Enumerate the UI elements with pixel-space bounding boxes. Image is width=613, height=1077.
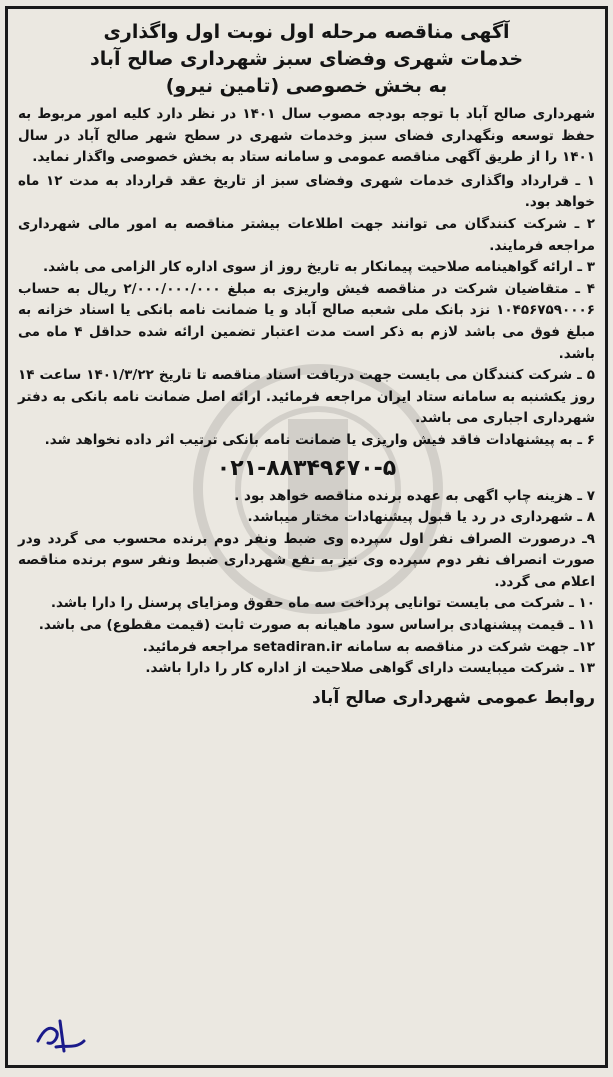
website-link[interactable]: setadiran.ir xyxy=(253,638,342,655)
title-line-1: آگهی مناقصه مرحله اول نوبت اول واگذاری xyxy=(103,21,510,43)
item-8: ۸ ـ شهرداری در رد یا قبول پیشنهادات مختار میباشد. xyxy=(247,509,595,526)
item-4: ۴ ـ متقاضیان شرکت در مناقصه فیش واریزی به مبلغ ۲/۰۰۰/۰۰۰/۰۰۰ ریال به حساب ۱۰۴۵۶۷۵۹۰۰۰۶ نزد بانک ملی شعبه صالح آباد و یا ضمانت نامه بانکی یا اسناد خزانه به مبلغ فوق می باشد لازم به ذکر است مدت اعتبار تضمین ارائه شده حداقل ۴ ماه می باشد. xyxy=(18,280,595,362)
item-12-prefix: ۱۲ـ جهت شرکت در مناقصه به سامانه xyxy=(346,638,595,655)
item-10: ۱۰ ـ شرکت می بایست توانایی پرداخت سه ماه حقوق ومزایای پرسنل را دارا باشد. xyxy=(50,595,595,612)
item-6: ۶ ـ به پیشنهادات فاقد فیش واریزی یا ضمانت نامه بانکی ترتیب اثر داده نخواهد شد. xyxy=(44,431,595,448)
item-12-suffix: مراجعه فرمائید. xyxy=(142,638,249,655)
item-13: ۱۳ ـ شرکت میبایست دارای گواهی صلاحیت از اداره کار را دارا باشد. xyxy=(145,660,595,677)
item-2: ۲ ـ شرکت کنندگان می توانند جهت اطلاعات بیشتر مناقصه به امور مالی شهرداری مراجعه فرمایند. xyxy=(18,215,595,254)
item-7: ۷ ـ هزینه چاپ اگهی به عهده برنده مناقصه خواهد بود . xyxy=(234,487,595,504)
phone-number: ۰۲۱-۸۸۳۴۹۶۷۰-۵ xyxy=(216,455,397,481)
item-11: ۱۱ ـ قیمت پیشنهادی براساس سود ماهیانه به صورت ثابت (قیمت مقطوع) می باشد. xyxy=(38,617,595,634)
ad-frame xyxy=(5,6,608,1068)
intro-paragraph: شهرداری صالح آباد با توجه بودجه مصوب سال ۱۴۰۱ در نظر دارد کلیه امور مربوط به حفظ توسعه ونگهداری فضای سبز وخدمات شهری در سطح شهر صالح آباد در سال ۱۴۰۱ را از طریق آگهی مناقصه عمومی و سامانه ستاد به بخش خصوصی واگذار نماید. xyxy=(18,106,595,166)
item-9: ۹ـ درصورت الصراف نفر اول سپرده وی ضبط ونفر دوم برنده محسوب می گردد ودر صورت انصراف نفر دوم سپرده وی نیز به نفع شهرداری ضبط ونفر سوم برنده مناقصه اعلام می گردد. xyxy=(18,530,595,590)
footer-publisher: روابط عمومی شهرداری صالح آباد xyxy=(311,687,595,708)
title-line-3: به بخش خصوصی (تامین نیرو) xyxy=(165,75,448,97)
item-1: ۱ ـ قرارداد واگذاری خدمات شهری وفضای سبز از تاریخ عقد قرارداد به مدت ۱۲ ماه خواهد بود. xyxy=(18,172,595,211)
item-3: ۳ ـ ارائه گواهینامه صلاحیت پیمانکار به تاریخ روز از سوی اداره کار الزامی می باشد. xyxy=(43,259,595,276)
title-line-2: خدمات شهری وفضای سبز شهرداری صالح آباد xyxy=(89,48,524,70)
item-5: ۵ ـ شرکت کنندگان می بایست جهت دریافت اسناد مناقصه تا تاریخ ۱۴۰۱/۳/۲۲ ساعت ۱۴ روز یکشنبه به سامانه ستاد ایران مراجعه فرمائید. ارائه اصل ضمانت نامه بانکی به دفتر شهرداری اجباری می باشد. xyxy=(18,367,595,427)
ad-body xyxy=(18,104,595,712)
item-12 xyxy=(18,637,595,659)
handwritten-mark xyxy=(30,1011,90,1055)
ad-title xyxy=(18,19,595,100)
